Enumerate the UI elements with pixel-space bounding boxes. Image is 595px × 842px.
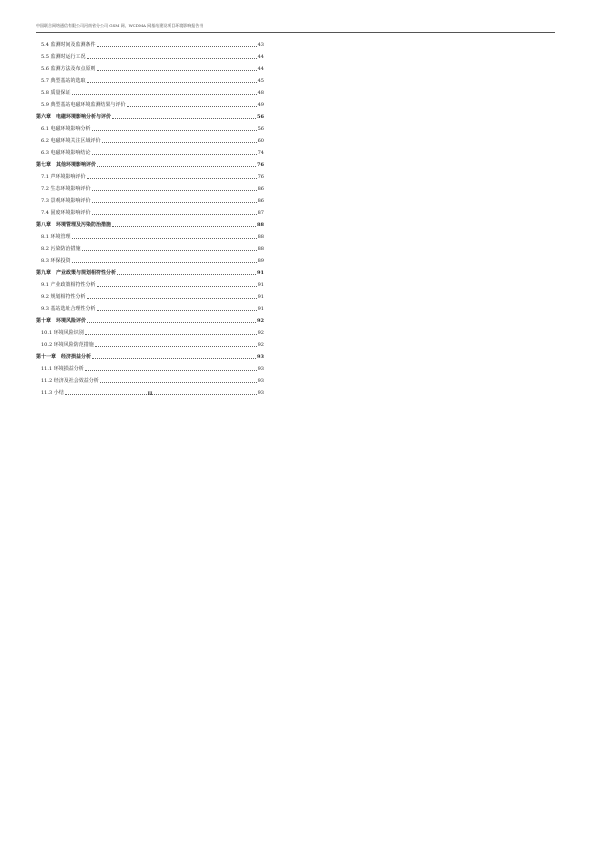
toc-entry-page: 48 — [257, 90, 264, 96]
toc-section-entry[interactable] — [36, 252, 264, 264]
toc-entry-page: 56 — [257, 126, 264, 132]
toc-dot-leader — [112, 118, 256, 119]
toc-entry-title: 第六章 电磁环境影响分析与评价 — [36, 114, 112, 120]
toc-dot-leader — [72, 262, 257, 263]
toc-entry-title: 10.2 环境风险防范措施 — [41, 342, 94, 348]
toc-entry-page: 93 — [257, 354, 264, 360]
toc-dot-leader — [92, 214, 257, 215]
toc-dot-leader — [97, 310, 257, 311]
toc-entry-page: 60 — [257, 138, 264, 144]
toc-dot-leader — [87, 298, 257, 299]
toc-entry-title: 11.1 环境损益分析 — [41, 366, 84, 372]
toc-dot-leader — [92, 154, 257, 155]
toc-section-entry[interactable] — [36, 48, 264, 60]
toc-entry-title: 9.2 规划相符性分析 — [41, 294, 86, 300]
toc-entry-title: 6.2 电磁环境关注区域评价 — [41, 138, 101, 144]
toc-dot-leader — [100, 382, 257, 383]
toc-dot-leader — [87, 322, 256, 323]
toc-chapter-entry[interactable] — [36, 156, 264, 168]
toc-entry-page: 76 — [257, 174, 264, 180]
toc-entry-page: 89 — [257, 258, 264, 264]
toc-section-entry[interactable] — [36, 96, 264, 108]
toc-chapter-entry[interactable] — [36, 108, 264, 120]
toc-entry-title: 第八章 环境管理及污染防治措施 — [36, 222, 112, 228]
toc-section-entry[interactable] — [36, 132, 264, 144]
toc-section-entry[interactable] — [36, 72, 264, 84]
toc-dot-leader — [97, 166, 256, 167]
toc-entry-page: 91 — [257, 306, 264, 312]
toc-section-entry[interactable] — [36, 192, 264, 204]
toc-dot-leader — [97, 46, 257, 47]
toc-entry-title: 第十章 环境风险评价 — [36, 318, 87, 324]
toc-chapter-entry[interactable] — [36, 312, 264, 324]
toc-dot-leader — [87, 82, 257, 83]
toc-entry-title: 11.3 小结 — [41, 390, 64, 396]
toc-entry-page: 92 — [257, 318, 264, 324]
toc-entry-title: 10.1 环境风险识别 — [41, 330, 84, 336]
toc-dot-leader — [87, 58, 257, 59]
toc-dot-leader — [87, 178, 257, 179]
toc-entry-title: 5.9 典型基站电磁环境监测结果与评价 — [41, 102, 126, 108]
toc-entry-page: 91 — [257, 270, 264, 276]
toc-dot-leader — [85, 370, 257, 371]
toc-entry-title: 第九章 产业政策与规划相符性分析 — [36, 270, 117, 276]
toc-entry-title: 第七章 其他环境影响评价 — [36, 162, 97, 168]
toc-entry-page: 49 — [257, 102, 264, 108]
toc-entry-page: 92 — [257, 342, 264, 348]
toc-entry-page: 74 — [257, 150, 264, 156]
toc-section-entry[interactable] — [36, 168, 264, 180]
toc-dot-leader — [92, 358, 256, 359]
toc-entry-title: 8.3 环保投资 — [41, 258, 71, 264]
toc-section-entry[interactable] — [36, 120, 264, 132]
toc-entry-page: 91 — [257, 282, 264, 288]
toc-entry-page: 56 — [257, 114, 264, 120]
toc-entry-page: 92 — [257, 330, 264, 336]
toc-section-entry[interactable] — [36, 360, 264, 372]
toc-entry-title: 5.7 典型基站的选取 — [41, 78, 86, 84]
toc-entry-page: 86 — [257, 186, 264, 192]
toc-section-entry[interactable] — [36, 36, 264, 48]
toc-dot-leader — [127, 106, 257, 107]
table-of-contents — [36, 36, 264, 396]
toc-dot-leader — [112, 226, 256, 227]
toc-dot-leader — [72, 238, 257, 239]
toc-section-entry[interactable] — [36, 240, 264, 252]
toc-entry-title: 9.3 基站选址合理性分析 — [41, 306, 96, 312]
toc-section-entry[interactable] — [36, 324, 264, 336]
toc-entry-title: 7.4 固废环境影响评价 — [41, 210, 91, 216]
toc-dot-leader — [97, 70, 257, 71]
toc-dot-leader — [92, 202, 257, 203]
toc-entry-page: 44 — [257, 66, 264, 72]
toc-section-entry[interactable] — [36, 288, 264, 300]
toc-entry-title: 5.6 监测方法及布点原则 — [41, 66, 96, 72]
toc-dot-leader — [95, 346, 257, 347]
toc-chapter-entry[interactable] — [36, 264, 264, 276]
toc-entry-page: 91 — [257, 294, 264, 300]
toc-entry-title: 6.1 电磁环境影响分析 — [41, 126, 91, 132]
toc-entry-title: 5.8 质量保证 — [41, 90, 71, 96]
toc-section-entry[interactable] — [36, 144, 264, 156]
toc-dot-leader — [85, 334, 257, 335]
toc-dot-leader — [97, 286, 257, 287]
toc-dot-leader — [92, 190, 257, 191]
toc-entry-title: 7.2 生态环境影响评价 — [41, 186, 91, 192]
toc-section-entry[interactable] — [36, 336, 264, 348]
toc-dot-leader — [92, 130, 257, 131]
page-header — [36, 22, 555, 33]
toc-section-entry[interactable] — [36, 228, 264, 240]
toc-section-entry[interactable] — [36, 60, 264, 72]
toc-entry-title: 9.1 产业政策相符性分析 — [41, 282, 96, 288]
toc-chapter-entry[interactable] — [36, 216, 264, 228]
toc-entry-page: 44 — [257, 54, 264, 60]
toc-entry-page: 87 — [257, 210, 264, 216]
toc-section-entry[interactable] — [36, 372, 264, 384]
toc-entry-page: 88 — [257, 234, 264, 240]
toc-entry-page: 76 — [257, 162, 264, 168]
toc-entry-page: 93 — [257, 378, 264, 384]
toc-entry-page: 88 — [257, 246, 264, 252]
page-number: II — [147, 391, 153, 397]
toc-entry-title: 5.4 监测时间及监测条件 — [41, 42, 96, 48]
header-text: 中国联合网络通信有限公司河南省分公司 GSM 网、WCDMA 网基站建设项目环境影响报告书 — [36, 23, 204, 28]
toc-entry-page: 93 — [257, 390, 264, 396]
toc-entry-title: 11.2 经济及社会效益分析 — [41, 378, 99, 384]
toc-dot-leader — [117, 274, 256, 275]
toc-entry-page: 86 — [257, 198, 264, 204]
toc-entry-title: 6.3 电磁环境影响结论 — [41, 150, 91, 156]
toc-dot-leader — [102, 142, 257, 143]
toc-section-entry[interactable] — [36, 300, 264, 312]
toc-entry-page: 93 — [257, 366, 264, 372]
toc-dot-leader — [72, 94, 257, 95]
toc-entry-title: 第十一章 经济损益分析 — [36, 354, 92, 360]
toc-entry-title: 7.3 景观环境影响评价 — [41, 198, 91, 204]
toc-section-entry[interactable] — [36, 276, 264, 288]
toc-section-entry[interactable] — [36, 180, 264, 192]
toc-chapter-entry[interactable] — [36, 348, 264, 360]
toc-section-entry[interactable] — [36, 84, 264, 96]
toc-entry-title: 8.1 环境管理 — [41, 234, 71, 240]
toc-dot-leader — [82, 250, 257, 251]
toc-entry-page: 88 — [257, 222, 264, 228]
toc-entry-page: 45 — [257, 78, 264, 84]
toc-entry-title: 5.5 监测时运行工况 — [41, 54, 86, 60]
toc-entry-page: 43 — [257, 42, 264, 48]
toc-section-entry[interactable] — [36, 204, 264, 216]
toc-entry-title: 8.2 污染防治措施 — [41, 246, 81, 252]
toc-entry-title: 7.1 声环境影响评价 — [41, 174, 86, 180]
